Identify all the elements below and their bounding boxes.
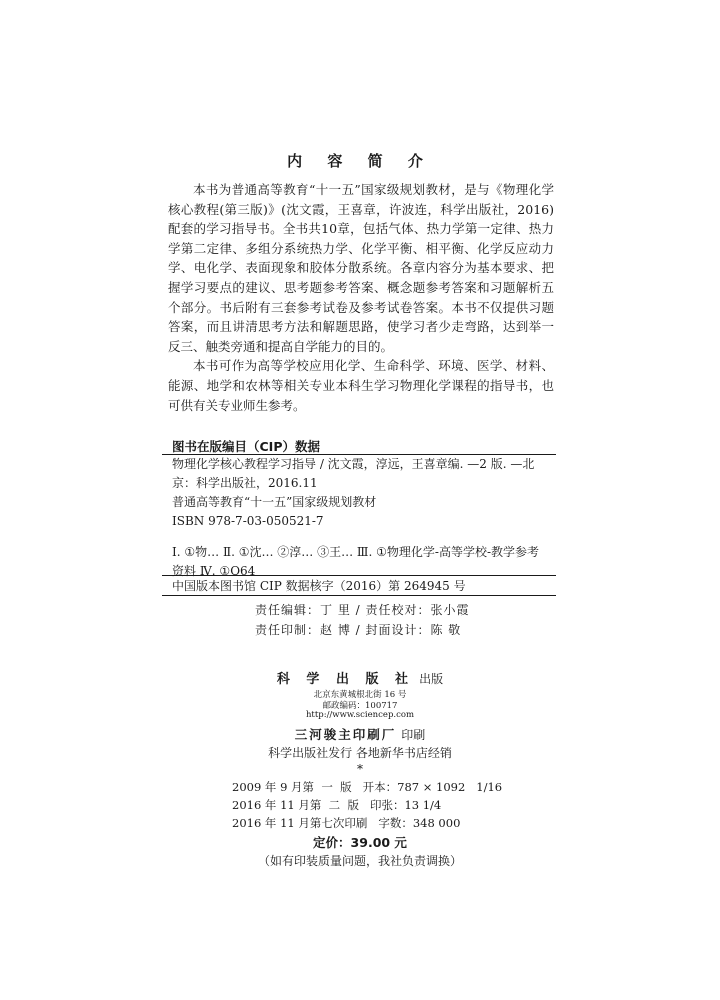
staff-line-1: 责任编辑：丁 里 / 责任校对：张小霞 bbox=[255, 603, 470, 617]
cip-block bbox=[172, 455, 550, 581]
printer-action: 印刷 bbox=[401, 728, 426, 742]
publisher-name: 科 学 出 版 社 bbox=[276, 672, 414, 687]
publisher-action: 出版 bbox=[419, 672, 444, 686]
distribution: 科学出版社发行 各地新华书店经销 bbox=[268, 746, 452, 760]
printer-line bbox=[0, 724, 720, 743]
intro-body bbox=[168, 180, 554, 415]
cip-number: 中国版本图书馆 CIP 数据核字（2016）第 264945 号 bbox=[172, 579, 466, 593]
intro-paragraph-2: 本书可作为高等学校应用化学、生命科学、环境、医学、材料、能源、地学和农林等相关专业本科生学习物理化学课程的指导书，也可供有关专业师生参考。 bbox=[168, 358, 554, 413]
cip-classification: Ⅰ. ①物… Ⅱ. ①沈… ②淳… ③王… Ⅲ. ①物理化学-高等学校-教学参考资料 Ⅳ. ①O64 bbox=[172, 545, 539, 578]
cip-isbn: ISBN 978-7-03-050521-7 bbox=[172, 514, 324, 528]
separator: * bbox=[357, 762, 363, 776]
edition-row-1: 2009 年 9 月第 一 版 开本：787 × 1092 1/16 bbox=[232, 780, 503, 794]
publisher-line bbox=[0, 668, 720, 687]
edition-row-2: 2016 年 11 月第 二 版 印张：13 1/4 bbox=[232, 798, 442, 812]
edition-row-3: 2016 年 11 月第七次印刷 字数：348 000 bbox=[232, 816, 461, 830]
printer-name: 三河骏主印刷厂 bbox=[294, 727, 397, 742]
price: 定价：39.00 元 bbox=[313, 835, 407, 850]
publisher-url: http://www.sciencep.com bbox=[305, 710, 415, 720]
intro-title: 内 容 简 介 bbox=[287, 152, 433, 170]
cip-bottom-rule bbox=[162, 595, 556, 596]
cip-entry: 物理化学核心教程学习指导 / 沈文霞，淳远，王喜章编. —2 版. —北京：科学出版社，2016.11 bbox=[172, 457, 535, 490]
intro-paragraph-1: 本书为普通高等教育“十一五”国家级规划教材，是与《物理化学核心教程(第三版)》(沈文霞，王喜章，许波连，科学出版社，2016)配套的学习指导书。全书共10章，包括气体、热力学第一定律、热力学第二定律、多组分系统热力学、化学平衡、相平衡、化学反应动力学、电化学、表面现象和胶体分散系统。各章内容分为基本要求、把握学习要点的建议、思考题参考答案、概念题参考答案和习题解析五个部分。书后附有三套参考试卷及参考试卷答案。本书不仅提供习题答案，而且讲清思考方法和解题思路，使学习者少走弯路，达到举一反三、触类旁通和提高自学能力的目的。 bbox=[168, 182, 554, 354]
publisher-postcode: 邮政编码：100717 bbox=[322, 701, 398, 711]
cip-title: 图书在版编目（CIP）数据 bbox=[172, 439, 320, 454]
staff-line-2: 责任印制：赵 博 / 封面设计：陈 敬 bbox=[255, 623, 462, 637]
publisher-address: 北京东黄城根北街 16 号 bbox=[313, 690, 407, 700]
cip-mid-rule bbox=[162, 575, 556, 576]
cip-series: 普通高等教育“十一五”国家级规划教材 bbox=[172, 495, 377, 509]
quality-notice: （如有印装质量问题，我社负责调换） bbox=[257, 854, 462, 868]
